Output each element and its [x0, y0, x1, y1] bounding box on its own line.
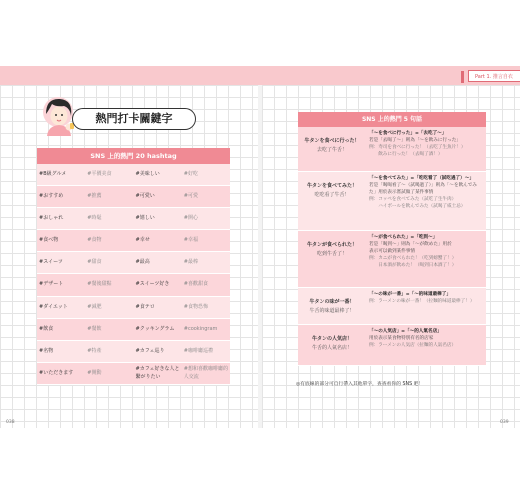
hashtag-zh: #最棒: [183, 259, 198, 266]
hashtag-table-title: SNS 上的熱門 20 hashtag: [37, 148, 230, 164]
hashtag-zh: #食物: [87, 237, 102, 244]
explanation-line: 例：カニが食べられた！（吃到螃蟹了！）: [369, 256, 457, 261]
part-tab: Part 1. 推言自衣: [468, 70, 520, 82]
hashtag-jp: #スイーツ好き: [135, 281, 170, 288]
phrase-zh: 牛舌的味道最棒了！: [309, 308, 355, 314]
phrase-zh: 吃到牛舌了！: [316, 251, 347, 257]
explanation-line: 例：寿司を食べに行った！（去吃了生魚片！）: [369, 145, 466, 150]
hashtag-zh: #可愛: [183, 193, 198, 200]
table-row: [37, 208, 230, 230]
hashtag-jp: #B級グルメ: [39, 171, 67, 177]
phrase-zh: 去吃了牛舌！: [316, 147, 347, 153]
explanation-cell: [366, 325, 486, 365]
hashtag-jp: #カフェ好きな人と繋がりたい: [135, 365, 180, 380]
hashtag-zh: #咖啡廳巡禮: [183, 347, 213, 354]
hashtag-jp: #おしゃれ: [39, 215, 64, 222]
table-row: [37, 252, 230, 274]
hashtag-table: [37, 148, 230, 385]
hashtag-jp: #スイーツ: [39, 259, 63, 266]
table-row: [37, 230, 230, 252]
hashtag-jp: #カフェ巡り: [135, 347, 165, 354]
table-row: [37, 186, 230, 208]
hashtag-jp: #ダイエット: [39, 303, 68, 310]
explanation-line: 例：コッペを食べてみた（試吃了生牛肉）: [369, 197, 457, 202]
phrase-zh: 吃吃看了牛舌！: [314, 192, 350, 198]
hashtag-zh: #幸福: [183, 237, 198, 244]
phrase-jp: 牛タンの味が一番！: [309, 299, 355, 305]
hashtag-zh: #喜歡甜食: [183, 281, 208, 288]
explanation-line: 「～を食べに行った」=「去吃了～」: [369, 131, 447, 136]
phrase-zh: 牛舌的人氣名店！: [311, 345, 352, 351]
hashtag-jp: #幸せ: [135, 237, 150, 244]
phrase-cell: [298, 172, 366, 230]
table-row: [37, 319, 230, 341]
phrase-row: [298, 231, 486, 288]
phrase-table-title: SNS 上的熱門 5 句話: [298, 112, 486, 127]
explanation-line: ハイボールを飲んでみた（試喝了威士忌）: [369, 204, 466, 209]
page-number-right: 039: [500, 420, 509, 425]
footnote: ◎有底線的部分可自行帶入其他單字，查查看你的 SNS 吧！: [296, 382, 424, 387]
phrase-jp: 牛タンを食べてみた！: [306, 183, 357, 189]
hashtag-zh: #餐後甜點: [87, 281, 112, 288]
hashtag-zh: #餐飲: [87, 325, 102, 332]
hashtag-zh: #好吃: [183, 171, 198, 177]
explanation-line: 例：ラーメンの味が一番！（拉麵的味道最棒了！）: [369, 299, 475, 304]
table-row: [37, 297, 230, 319]
explanation-line: 用於表示某食物特別有名的店家: [369, 336, 434, 341]
explanation-line: 若是「喝喝看了～（試喝過了）」則為「～を飲んでみた」用於表示嘗試做了某件事情: [369, 183, 477, 195]
phrase-jp: 牛タンが食べられた！: [306, 242, 357, 248]
phrase-row: [298, 325, 486, 366]
phrase-cell: [298, 325, 366, 365]
hashtag-zh: #cookingram: [183, 325, 218, 332]
explanation-line: 「～が食べられた」=「吃到～」: [369, 235, 438, 240]
phrase-cell: [298, 231, 366, 287]
hashtag-jp: #いただきます: [39, 369, 74, 376]
hashtag-jp: #飲食: [39, 325, 54, 332]
explanation-line: 表示可以做到某件事情: [369, 249, 415, 254]
phrase-jp: 牛タンを食べに行った！: [304, 138, 360, 144]
hashtag-zh: #時髦: [87, 215, 102, 222]
hashtag-zh: #食物恐怖: [183, 303, 208, 310]
explanation-line: 例：ラーメンの人気店（拉麵的人氣名店）: [369, 343, 457, 348]
hashtag-jp: #最高: [135, 259, 150, 266]
hashtag-zh: #開動: [87, 369, 102, 376]
table-row: [37, 363, 230, 385]
hashtag-jp: #嬉しい: [135, 215, 155, 222]
hashtag-zh: #想和喜歡咖啡廳的人交流: [183, 365, 228, 380]
hashtag-jp: #食べ物: [39, 237, 59, 244]
hashtag-zh: #開心: [183, 215, 198, 222]
hashtag-jp: #クッキングラム: [135, 325, 175, 332]
explanation-cell: [366, 288, 486, 324]
explanation-line: 日本酒が飲めた！（喝到日本酒了！）: [369, 263, 457, 268]
explanation-cell: [366, 127, 486, 171]
explanation-line: 「～の人気店」=「～的人氣名店」: [369, 329, 442, 334]
explanation-cell: [366, 172, 486, 230]
phrase-row: [298, 127, 486, 172]
phrase-jp: 牛タンの人気店！: [311, 336, 352, 342]
page-title: 熱門打卡關鍵字: [72, 108, 196, 130]
explanation-cell: [366, 231, 486, 287]
hashtag-zh: #甜食: [87, 259, 102, 266]
explanation-line: 飲みに行った！（去喝了酒！）: [369, 152, 443, 157]
hashtag-zh: #平價美食: [87, 171, 112, 177]
page-number-left: 038: [6, 420, 15, 425]
explanation-line: 若是「喝到～」則為「～が飲めた」用於: [369, 242, 452, 247]
hashtag-jp: #食テロ: [135, 303, 155, 310]
explanation-line: 「～の味が一番」=「～的味道最棒了」: [369, 292, 451, 297]
explanation-line: 「～を食べてみた」=「吃吃看了（試吃過了）～」: [369, 176, 474, 181]
top-band: [0, 66, 520, 85]
hashtag-zh: #推薦: [87, 193, 102, 200]
phrase-row: [298, 172, 486, 231]
table-row: [37, 341, 230, 363]
table-row: [37, 164, 230, 186]
hashtag-jp: #デザート: [39, 281, 64, 288]
hashtag-jp: #可愛い: [135, 193, 155, 200]
hashtag-jp: #おすすめ: [39, 193, 64, 200]
table-row: [37, 274, 230, 296]
hashtag-jp: #名物: [39, 347, 54, 354]
phrase-cell: [298, 288, 366, 324]
phrase-row: [298, 288, 486, 325]
phrase-table: [298, 112, 486, 366]
hashtag-zh: #特產: [87, 347, 102, 354]
hashtag-jp: #美味しい: [135, 171, 160, 177]
explanation-line: 若是「去喝了～」則為「～を飲みに行った」: [369, 138, 461, 143]
hashtag-zh: #減肥: [87, 303, 102, 310]
phrase-cell: [298, 127, 366, 171]
